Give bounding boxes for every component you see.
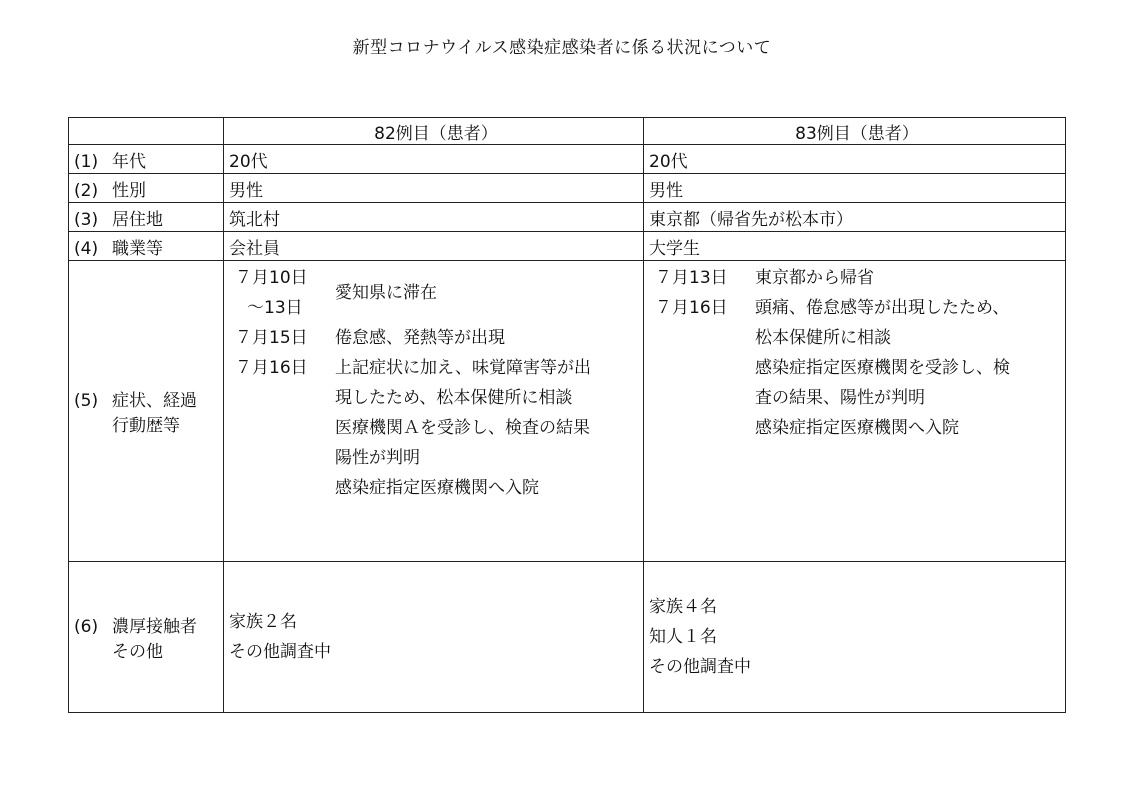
event-text: 上記症状に加え、味覚障害等が出 [335,358,592,378]
case83-age: 20代 [644,145,1066,174]
event-text: 東京都から帰省 [755,268,874,288]
row-sex [69,174,1066,203]
case82-occupation: 会社員 [224,232,644,261]
case82-symptoms [224,261,644,562]
label-sex: (2) 性別 [69,174,224,203]
event-text: 愛知県に滞在 [335,283,437,303]
contact-item: その他調査中 [229,642,331,662]
case82-timeline [229,263,643,559]
row-symptoms [69,261,1066,562]
case83-contacts [644,562,1066,713]
case82-contacts [224,562,644,713]
case83-symptoms [644,261,1066,562]
label-residence: (3) 居住地 [69,203,224,232]
event-text: 査の結果、陽性が判明 [755,388,925,408]
label-contacts: (6) 濃厚接触者 その他 [69,562,224,713]
event-text: 感染症指定医療機関へ入院 [755,418,959,438]
case82-sex: 男性 [224,174,644,203]
row-contacts [69,562,1066,713]
case-table [68,117,1066,713]
row-occupation [69,232,1066,261]
header-case83: 83例目（患者） [644,118,1066,145]
case82-residence: 筑北村 [224,203,644,232]
event-text: 陽性が判明 [335,448,420,468]
event-text: 医療機関Ａを受診し、検査の結果 [335,418,590,438]
event-date: ７月13日 [655,268,728,288]
document-title: 新型コロナウイルス感染症感染者に係る状況について [352,38,772,58]
event-text: 現したため、松本保健所に相談 [335,388,573,408]
contact-item: その他調査中 [649,657,751,677]
event-text: 頭痛、倦怠感等が出現したため、 [755,298,1010,318]
case83-timeline [649,263,1065,559]
case83-sex: 男性 [644,174,1066,203]
label-occupation: (4) 職業等 [69,232,224,261]
table-header-row [69,118,1066,145]
row-residence [69,203,1066,232]
event-text: 感染症指定医療機関へ入院 [335,478,539,498]
contact-item: 知人１名 [649,627,717,647]
case83-residence: 東京都（帰省先が松本市） [644,203,1066,232]
label-symptoms: (5) 症状、経過 行動歴等 [69,261,224,562]
header-blank-cell [69,118,224,145]
event-date: ７月16日 [655,298,728,318]
case83-occupation: 大学生 [644,232,1066,261]
contact-item: 家族４名 [649,597,717,617]
label-age: (1) 年代 [69,145,224,174]
header-case82: 82例目（患者） [224,118,644,145]
event-date-end: ～13日 [247,298,303,318]
event-date: ７月10日 [235,268,308,288]
case82-age: 20代 [224,145,644,174]
row-age [69,145,1066,174]
event-date: ７月16日 [235,358,308,378]
event-text: 倦怠感、発熱等が出現 [335,328,505,348]
event-text: 松本保健所に相談 [755,328,891,348]
event-text: 感染症指定医療機関を受診し、検 [755,358,1010,378]
contact-item: 家族２名 [229,612,297,632]
event-date: ７月15日 [235,328,308,348]
